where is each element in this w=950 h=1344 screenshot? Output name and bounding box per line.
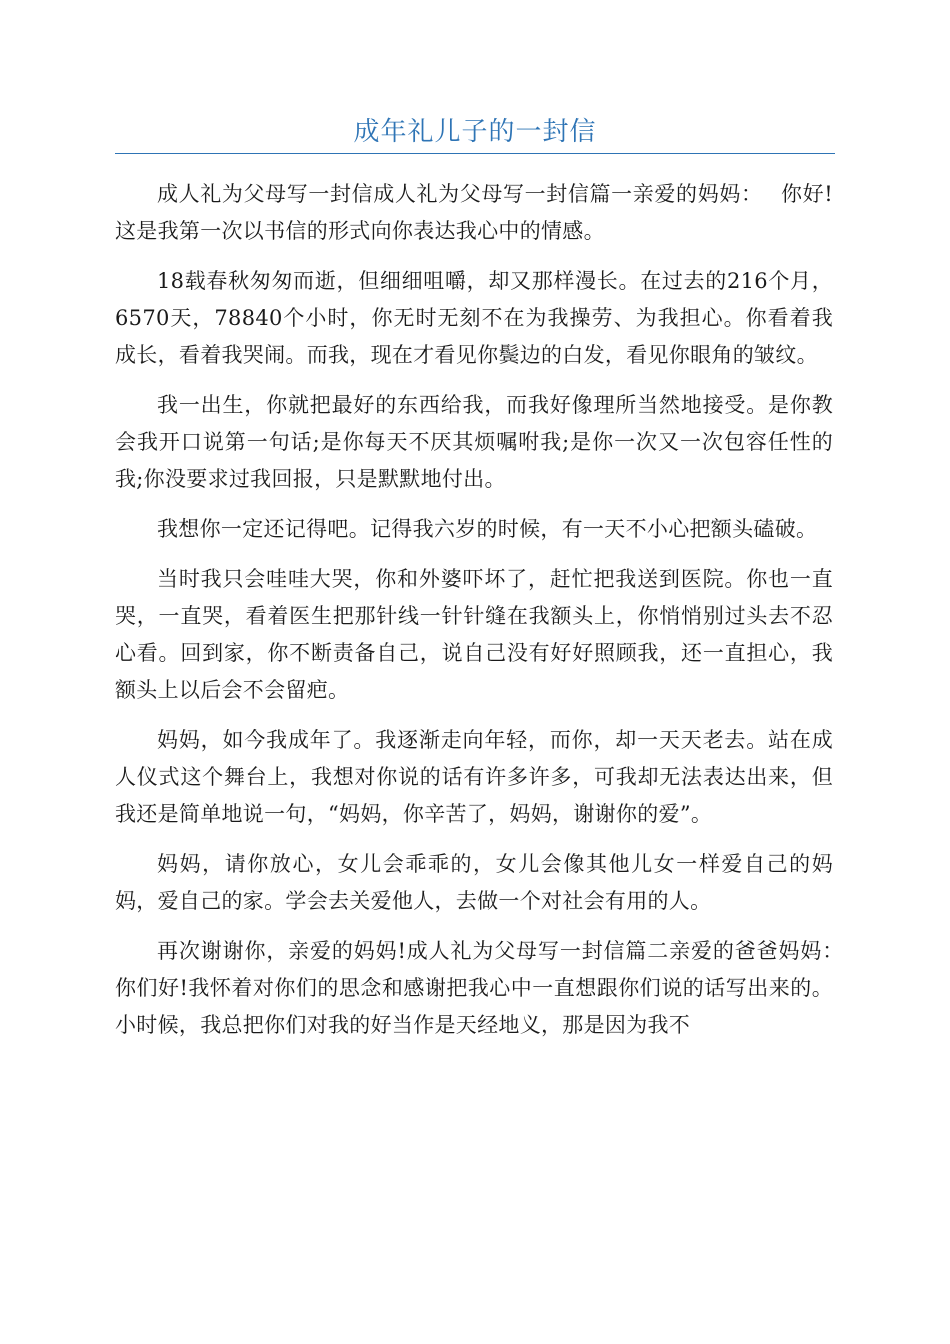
document-body [115, 176, 862, 1057]
paragraph: 18载春秋匆匆而逝，但细细咀嚼，却又那样漫长。在过去的216个月，6570天，78840个小时，你无时无刻不在为我操劳、为我担心。你看着我成长，看着我哭闹。而我，现在才看见你鬓边的白发，看见你眼角的皱纹。 [115, 269, 833, 367]
paragraph: 成人礼为父母写一封信成人礼为父母写一封信篇一亲爱的妈妈： 你好!这是我第一次以书信的形式向你表达我心中的情感。 [115, 182, 833, 243]
paragraph: 我一出生，你就把最好的东西给我，而我好像理所当然地接受。是你教会我开口说第一句话;是你每天不厌其烦嘱咐我;是你一次又一次包容任性的我;你没要求过我回报，只是默默地付出。 [115, 393, 833, 491]
title-underline [115, 153, 835, 154]
paragraph: 再次谢谢你，亲爱的妈妈!成人礼为父母写一封信篇二亲爱的爸爸妈妈： 你们好!我怀着对你们的思念和感谢把我心中一直想跟你们说的话写出来的。小时候，我总把你们对我的好当作是天经地义，那是因为我不 [115, 939, 862, 1037]
document-title: 成年礼儿子的一封信 [353, 117, 597, 147]
paragraph: 妈妈，请你放心，女儿会乖乖的，女儿会像其他儿女一样爱自己的妈妈，爱自己的家。学会去关爱他人，去做一个对社会有用的人。 [115, 852, 833, 913]
paragraph: 我想你一定还记得吧。记得我六岁的时候，有一天不小心把额头磕破。 [157, 517, 818, 541]
paragraph: 当时我只会哇哇大哭，你和外婆吓坏了，赶忙把我送到医院。你也一直哭，一直哭，看着医生把那针线一针针缝在我额头上，你悄悄别过头去不忍心看。回到家，你不断责备自己，说自己没有好好照顾我，还一直担心，我额头上以后会不会留疤。 [115, 567, 833, 702]
paragraph: 妈妈，如今我成年了。我逐渐走向年轻，而你，却一天天老去。站在成人仪式这个舞台上，我想对你说的话有许多许多，可我却无法表达出来，但我还是简单地说一句，“妈妈，你辛苦了，妈妈，谢谢你的爱”。 [115, 728, 833, 826]
